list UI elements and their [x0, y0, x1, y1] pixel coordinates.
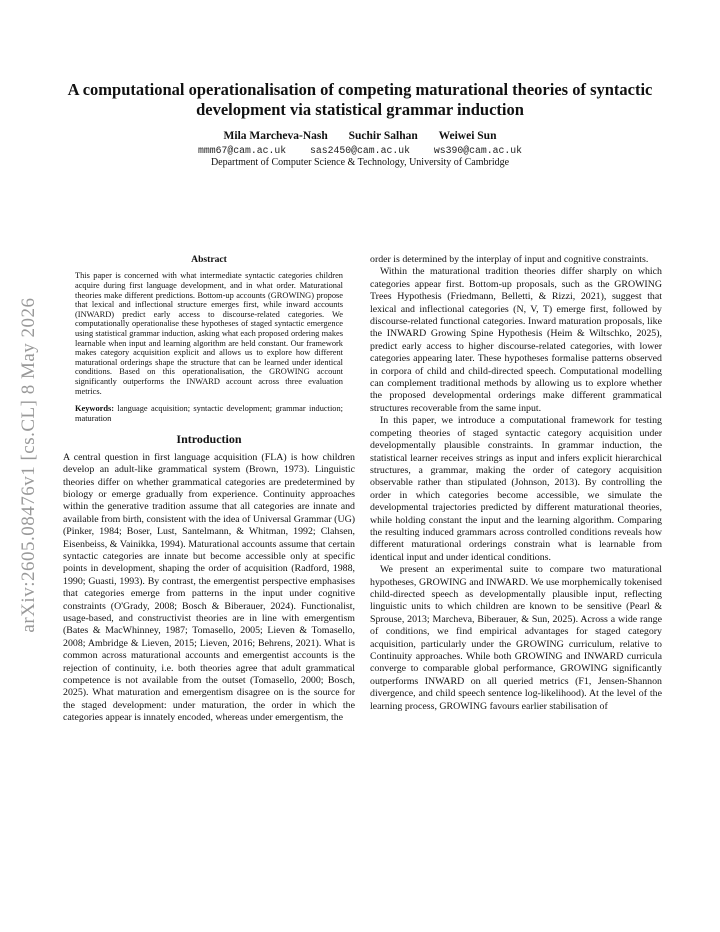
body-paragraph: In this paper, we introduce a computational framework for testing competing theories of staged syntactic category acquisition under developmentally plausible constraints. In grammar induction, the statistical learner receives strings as input and infers explicit hierarchical structures, a grammar, making the order of category acquisition observable rather than stipulated (Johnson, 2013). By controlling the order in which categories become accessible, we simulate the developmental trajectories predicted by different maturational theories, while holding constant the input and the learning algorithm. Comparing the resulting induced grammars across controlled conditions reveals how different maturational orderings constrain what is learnable from identical input and under identical conditions. [370, 415, 662, 563]
author-email: mmm67@cam.ac.uk [197, 145, 287, 156]
right-column [370, 254, 662, 713]
keywords-text: language acquisition; syntactic development; grammar induction; maturation [75, 404, 343, 423]
author-name: Weiwei Sun [438, 130, 497, 142]
body-paragraph: We present an experimental suite to compare two maturational hypotheses, GROWING and INWARD. We use morphemically tokenised child-directed speech as developmentally plausible input, reflecting linguistic units to which children are known to be sensitive (Pearl & Sprouse, 2013; Marcheva, Biberauer, & Sun, 2025). Across a wide range of conditions, we find empirical advantages for staged category acquisition, particularly under the GROWING curriculum, relative to Continuity approaches. While both GROWING and INWARD curricula converge to comparable global performance, GROWING significantly outperforms INWARD on all queried metrics (F1, Jensen-Shannon divergence, and child speech sentence log-likelihood). At the level of the learning process, GROWING favours earlier stabilisation of [370, 564, 662, 712]
affiliation: Department of Computer Science & Technology, University of Cambridge [210, 157, 510, 168]
body-paragraph: Within the maturational tradition theories differ sharply on which categories appear first. Bottom-up proposals, such as the GROWING Trees Hypothesis (Friedmann, Belletti, & Rizzi, 2021), suggest that lexical and inflectional categories (N, V, T) emerge first, followed by discourse-related functional categories. Inward maturation proposals, like the INWARD Growing Spine Hypothesis (Heim & Wiltschko, 2025), predict early access to higher discourse-related categories, with lower categories appearing later. These hypotheses formalise patterns observed in corpora of child and child-directed speech. Computational modelling can complement traditional methods by allowing us to explore whether the proposed developmental orderings make different grammatical structures recoverable from the same input. [370, 266, 662, 414]
author-email: ws390@cam.ac.uk [433, 145, 523, 156]
arxiv-identifier: arXiv:2605.08476v1 [cs.CL] 8 May 2026 [18, 297, 39, 633]
keywords-label: Keywords: [75, 404, 115, 414]
author-names [60, 130, 660, 142]
body-paragraph: order is determined by the interplay of input and cognitive constraints. [370, 254, 649, 265]
author-name: Mila Marcheva-Nash [223, 130, 328, 142]
paper-title: A computational operationalisation of competing maturational theories of syntactic development via statistical grammar induction [67, 80, 653, 119]
author-emails [60, 145, 660, 156]
abstract-text: This paper is concerned with what intermediate syntactic categories children acquire during first language development, and in what order. Maturational theories make different predictions. Bottom-up accounts (GROWING) propose that lexical and inflectional structure emerges first, while inward accounts (INWARD) predict early access to discourse-related categories. We computationally operationalise these hypotheses of staged syntactic emergence using statistical grammar induction, asking what each proposed ordering makes learnable when input and learning algorithm are held constant. Our framework makes category acquisition explicit and allows us to explore how different maturational orderings shape the structure that can be learned under identical conditions. Based on this operationalisation, the GROWING account significantly outperforms the INWARD account across three evaluation metrics. [75, 271, 343, 396]
arxiv-sidebar-stamp [14, 250, 44, 680]
author-email: sas2450@cam.ac.uk [310, 145, 410, 156]
author-block [60, 130, 660, 168]
intro-paragraph: A central question in first language acquisition (FLA) is how children develop an adult-like grammatical system (Brown, 1973). Linguistic theories differ on whether grammatical categories are predetermined by biology or emerge gradually from experience. Continuity approaches within the generative tradition assume that all categories are innate and available from birth, consistent with the idea of Universal Grammar (UG) (Pinker, 1984; Boser, Lust, Santelmann, & Whitman, 1992; Clahsen, Eisenbeiss, & Vainikka, 1994). Maturational accounts assume that certain syntactic categories are innate but become accessible only at specific points in development, shaping the order of acquisition (Radford, 1988, 1990; Guasti, 1993). By contrast, the emergentist perspective emphasises that categories emerge from patterns in the input under cognitive constraints (O'Grady, 2008; Bosch & Biberauer, 2024). Functionalist, usage-based, and constructivist theories are in line with emergentism (Bates & MacWhinney, 1987; Tomasello, 2005; Lieven & Tomasello, 2008; Ambridge & Lieven, 2015; Lieven, 2016; Behrens, 2021). What is common across maturational accounts and emergentist accounts is the rejection of continuity, i.e. both theories agree that adult grammatical competence is not available from the outset (Tomasello, 2000; Bosch, 2025). What maturation and emergentism disagree on is the source for the staged development: under maturation, the order in which the categories appear is innately encoded, whereas under emergentism, the [63, 451, 355, 724]
abstract-heading: Abstract [191, 254, 227, 265]
author-name: Suchir Salhan [348, 130, 418, 142]
keywords [75, 404, 343, 423]
introduction-heading: Introduction [176, 432, 242, 447]
left-column [63, 254, 355, 725]
